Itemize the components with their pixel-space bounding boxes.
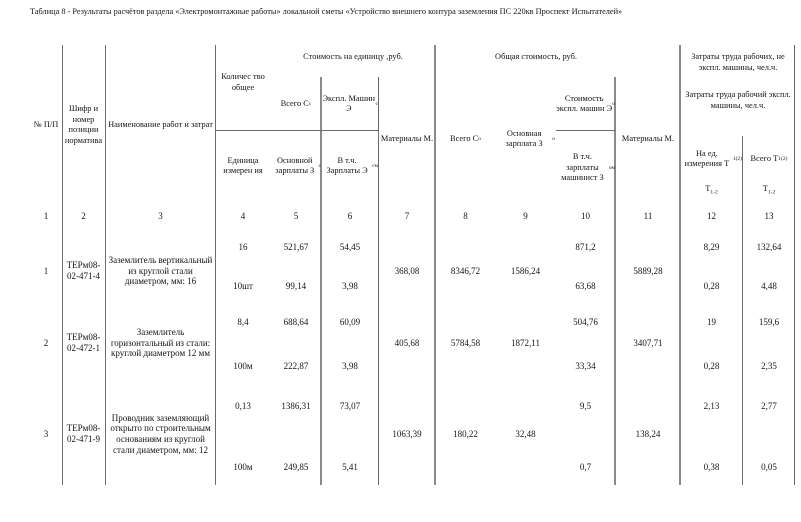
header-unit-materials: Материалы М. xyxy=(380,133,434,143)
table-cell-code: ТЕРм08-02-471-4 xyxy=(66,260,101,281)
header-total-machines: Стоимость экспл. машин Э о xyxy=(556,93,615,113)
table-cell-labor-per-unit-2: 0,28 xyxy=(703,281,720,291)
table-cell-qty: 16 xyxy=(238,242,248,252)
divider xyxy=(215,45,216,485)
table-cell-total-materials: 3407,71 xyxy=(633,337,663,348)
table-cell-unit-salary: 222,87 xyxy=(283,361,309,371)
table-cell-labor-per-unit: 8,29 xyxy=(703,242,720,252)
header-unit-total: Всего С с xyxy=(280,98,312,108)
table-cell-labor-per-unit: 2,13 xyxy=(703,401,720,411)
header-group-labor-machinists: Затраты труда рабочий экспл. машины, чел.ч. xyxy=(685,90,791,110)
header-code: Шифр и номер позиции норматива xyxy=(64,104,103,145)
column-number: 9 xyxy=(523,211,528,221)
subscript: 1-2 xyxy=(767,189,776,196)
table-cell-code: ТЕРм08-02-471-9 xyxy=(66,423,101,444)
table-cell-qty: 8,4 xyxy=(237,317,249,327)
divider xyxy=(794,45,795,485)
column-number: 2 xyxy=(81,211,86,221)
table-cell-total: 180,22 xyxy=(453,428,478,439)
table-cell-row-num: 2 xyxy=(43,337,49,348)
table-cell-unit-materials: 1063,39 xyxy=(392,428,422,439)
column-number: 10 xyxy=(581,211,590,221)
table-cell-total: 5784,58 xyxy=(450,337,481,348)
header-unit: Единица измерен ия xyxy=(223,155,263,175)
table-cell-unit-machines: 60,09 xyxy=(339,317,361,327)
header-labor-total: Всего Т 1(2) xyxy=(750,153,788,163)
column-number: 12 xyxy=(707,211,716,221)
table-cell-unit-total: 521,67 xyxy=(283,242,309,252)
table-cell-total-salary: 1586,24 xyxy=(510,265,541,276)
label: Всего Т xyxy=(750,153,779,163)
column-number: 4 xyxy=(240,211,246,221)
subscript: 1-2 xyxy=(710,189,718,196)
table-cell-work-name: Заземлитель горизонтальный из стали: круглой диаметром 12 мм xyxy=(110,327,211,359)
table-cell-unit-mach-salary: 3,98 xyxy=(342,281,358,291)
table-cell-unit-salary: 249,85 xyxy=(283,462,309,472)
table-cell-total: 8346,72 xyxy=(450,265,481,276)
header-unit-mach-salary: В т.ч. Зарплаты Э см xyxy=(322,131,378,201)
table-cell-total-machines: 504,76 xyxy=(573,317,598,327)
header-group-labor-workers: Затраты труда рабочих, не экспл. машины, чел.ч. xyxy=(691,52,785,72)
column-number: 8 xyxy=(463,211,468,221)
header-name: Наименование работ и затрат xyxy=(108,119,213,129)
header-total-salary: Основная зарплата З о xyxy=(496,77,555,201)
table-cell-labor-total: 159,6 xyxy=(758,317,780,327)
table-cell-qty: 0,13 xyxy=(235,401,251,411)
header-total-mach-salary: В т.ч. зарплаты машинист З ом xyxy=(556,131,615,205)
label: Основная зарплата З xyxy=(505,128,543,148)
label: Основной зарплаты З xyxy=(275,155,315,175)
table-cell-unit-materials: 405,68 xyxy=(394,337,420,348)
header-total-materials: Материалы М. xyxy=(621,133,675,143)
table-cell-total-salary: 32,48 xyxy=(515,428,536,439)
table-cell-unit-mach-salary: 3,98 xyxy=(342,361,358,371)
label: На ед. измерения Т xyxy=(684,148,730,168)
header-labor-total-2 xyxy=(743,184,795,195)
table-cell-unit-materials: 368,08 xyxy=(394,265,420,276)
header-group-unit-cost: Стоимость на единицу ,руб. xyxy=(303,52,403,61)
table-cell-unit-mach-salary: 5,41 xyxy=(342,462,358,472)
table-cell-labor-per-unit-2: 0,28 xyxy=(703,361,720,371)
label: Т xyxy=(705,184,711,193)
table-cell-row-num: 3 xyxy=(43,428,49,439)
header-labor-per-unit-2 xyxy=(681,184,742,195)
column-number: 1 xyxy=(43,211,49,221)
label: Экспл. Машин Э xyxy=(322,93,376,113)
table-cell-total-mach-salary: 63,68 xyxy=(575,281,596,291)
table-cell-work-name: Заземлитель вертикальный из круглой стали диаметром, мм: 16 xyxy=(108,255,213,287)
table-cell-row-num: 1 xyxy=(43,265,49,276)
table-cell-labor-total-2: 4,48 xyxy=(761,281,777,291)
table-cell-code: ТЕРм08-02-472-1 xyxy=(66,332,101,353)
table-cell-total-materials: 5889,28 xyxy=(633,265,663,276)
column-number: 5 xyxy=(293,211,299,221)
label: Всего С xyxy=(280,98,309,108)
column-number: 7 xyxy=(404,211,410,221)
table-cell-total-machines: 9,5 xyxy=(579,401,592,411)
table-cell-labor-per-unit: 19 xyxy=(707,317,716,327)
column-number: 6 xyxy=(347,211,353,221)
header-group-total-cost: Общая стоимость, руб. xyxy=(495,52,577,61)
table-cell-unit: 100м xyxy=(233,462,253,472)
header-unit-machines: Экспл. Машин Э с xyxy=(322,93,378,113)
label: Всего С xyxy=(450,133,479,143)
table-cell-total-machines: 871,2 xyxy=(575,242,596,252)
table-cell-total-materials: 138,24 xyxy=(635,428,661,439)
column-number: 13 xyxy=(764,211,774,221)
header-unit-salary: Основной зарплаты З с xyxy=(271,131,321,201)
table-cell-unit: 10шт xyxy=(233,281,253,291)
table-cell-total-salary: 1872,11 xyxy=(511,337,540,348)
table-cell-total-mach-salary: 33,34 xyxy=(575,361,596,371)
label: В т.ч. зарплаты машинист З xyxy=(561,152,604,183)
table-cell-unit-total: 1386,31 xyxy=(281,401,311,411)
table-cell-unit-machines: 73,07 xyxy=(339,401,361,411)
table-cell-labor-total: 2,77 xyxy=(761,401,777,411)
label: В т.ч. Зарплаты Э xyxy=(326,155,368,175)
table-cell-unit: 100м xyxy=(233,361,253,371)
column-number: 3 xyxy=(158,211,163,221)
table-cell-unit-total: 688,64 xyxy=(283,317,309,327)
column-number: 11 xyxy=(643,211,653,221)
table-cell-labor-total: 132,64 xyxy=(756,242,782,252)
label: Т xyxy=(762,184,768,193)
table-caption: Таблица 8 - Результаты расчётов раздела «Электромонтажные работы» локальной сметы «Устройство внешнего контура заземления ПС 220кв Проспект Испытателей» xyxy=(30,7,623,16)
table-cell-labor-total-2: 0,05 xyxy=(761,462,777,472)
table-cell-labor-total-2: 2,35 xyxy=(761,361,777,371)
header-num: № П/П xyxy=(33,119,59,129)
table-cell-unit-machines: 54,45 xyxy=(339,242,361,252)
header-total: Всего С о xyxy=(450,133,481,143)
header-labor-per-unit: На ед. измерения Т 1(2) xyxy=(681,136,742,182)
table-cell-work-name: Проводник заземляющий открыто по строительным основаниям из круглой стали диаметром, мм: 12 xyxy=(110,412,211,455)
table-cell-total-mach-salary: 0,7 xyxy=(579,462,592,472)
header-qty: Количес тво общее xyxy=(221,72,265,92)
table-cell-unit-salary: 99,14 xyxy=(285,281,307,291)
label: Стоимость экспл. машин Э xyxy=(556,93,613,113)
table-cell-labor-per-unit-2: 0,38 xyxy=(703,462,720,472)
